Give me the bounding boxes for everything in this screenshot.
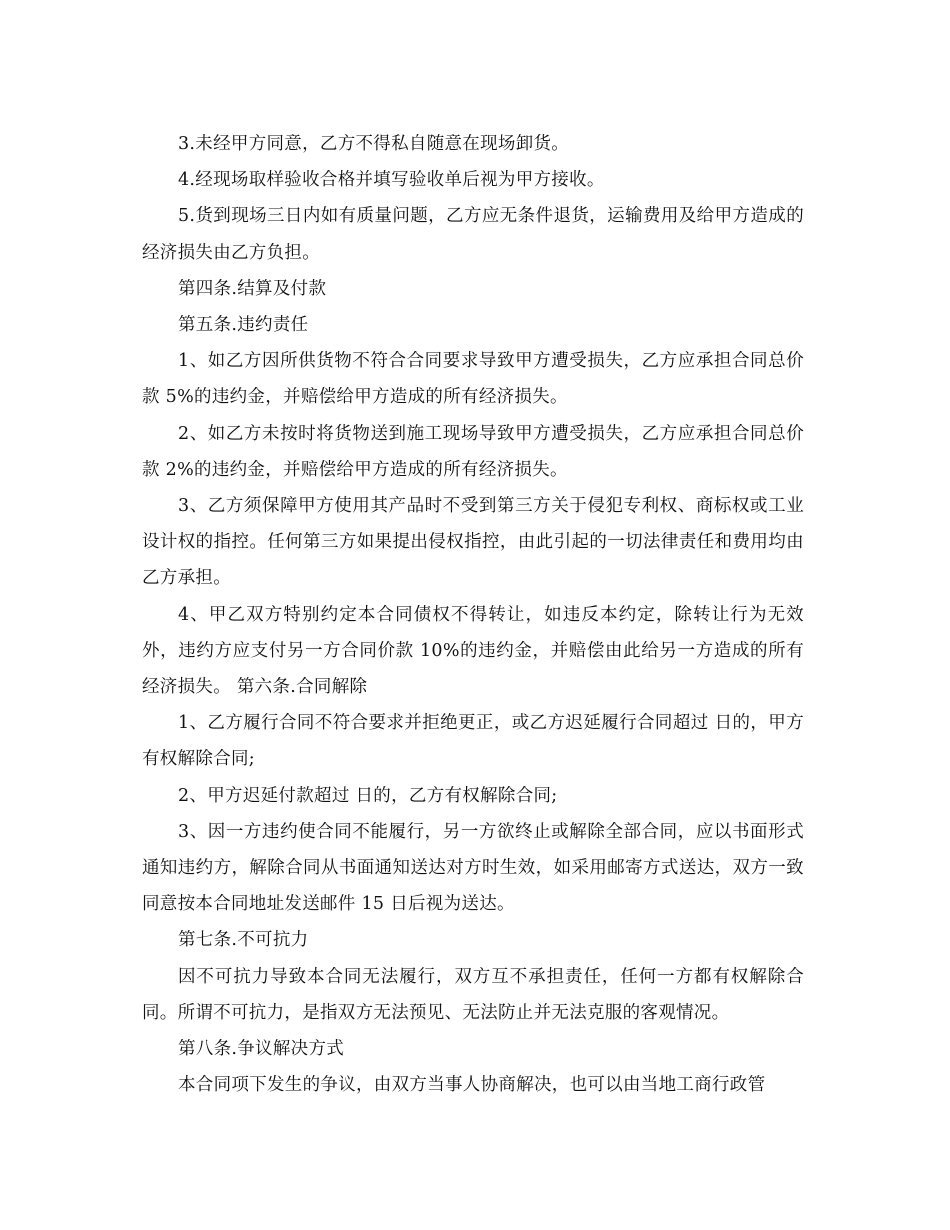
clause-unloading: 3.未经甲方同意，乙方不得私自随意在现场卸货。 [178, 134, 570, 154]
clause-acceptance: 4.经现场取样验收合格并填写验收单后视为甲方接收。 [178, 170, 605, 191]
article-8-heading: 第八条.争议解决方式 [178, 1039, 345, 1060]
termination-clause-3: 3、因一方违约使合同不能履行，另一方欲终止或解除全部合同，应以书面形式通知违约方，解除合同从书面通知送达对方时生效，如采用邮寄方式送达，双方一致同意按本合同地址发送邮件 15 日后视为送达。 [142, 821, 804, 915]
article-5-heading: 第五条.违约责任 [178, 315, 309, 336]
dispute-clause: 本合同项下发生的争议，由双方当事人协商解决，也可以由当地工商行政管 [178, 1075, 766, 1096]
breach-clause-4: 4、甲乙双方特别约定本合同债权不得转让，如违反本约定，除转让行为无效外，违约方应支付另一方合同价款 10%的违约金，并赔偿由此给另一方造成的所有经济损失。 第六条.合同解除 [142, 604, 804, 698]
breach-clause-1: 1、如乙方因所供货物不符合合同要求导致甲方遭受损失，乙方应承担合同总价款 5%的违约金，并赔偿给甲方造成的所有经济损失。 [142, 351, 804, 408]
breach-clause-3: 3、乙方须保障甲方使用其产品时不受到第三方关于侵犯专利权、商标权或工业设计权的指控。任何第三方如果提出侵权指控，由此引起的一切法律责任和费用均由乙方承担。 [142, 496, 804, 589]
document-body [142, 126, 804, 1103]
termination-clause-1: 1、乙方履行合同不符合要求并拒绝更正，或乙方迟延履行合同超过 日的，甲方有权解除合同; [142, 713, 804, 770]
breach-clause-2: 2、如乙方未按时将货物送到施工现场导致甲方遭受损失，乙方应承担合同总价款 2%的违约金，并赔偿给甲方造成的所有经济损失。 [142, 423, 804, 480]
force-majeure-clause: 因不可抗力导致本合同无法履行，双方互不承担责任，任何一方都有权解除合同。所谓不可抗力，是指双方无法预见、无法防止并无法克服的客观情况。 [142, 966, 804, 1023]
clause-quality-return: 5.货到现场三日内如有质量问题，乙方应无条件退货，运输费用及给甲方造成的经济损失由乙方负担。 [142, 206, 804, 263]
article-7-heading: 第七条.不可抗力 [178, 930, 309, 951]
termination-clause-2: 2、甲方迟延付款超过 日的，乙方有权解除合同; [178, 785, 558, 806]
article-4-heading: 第四条.结算及付款 [178, 278, 327, 299]
